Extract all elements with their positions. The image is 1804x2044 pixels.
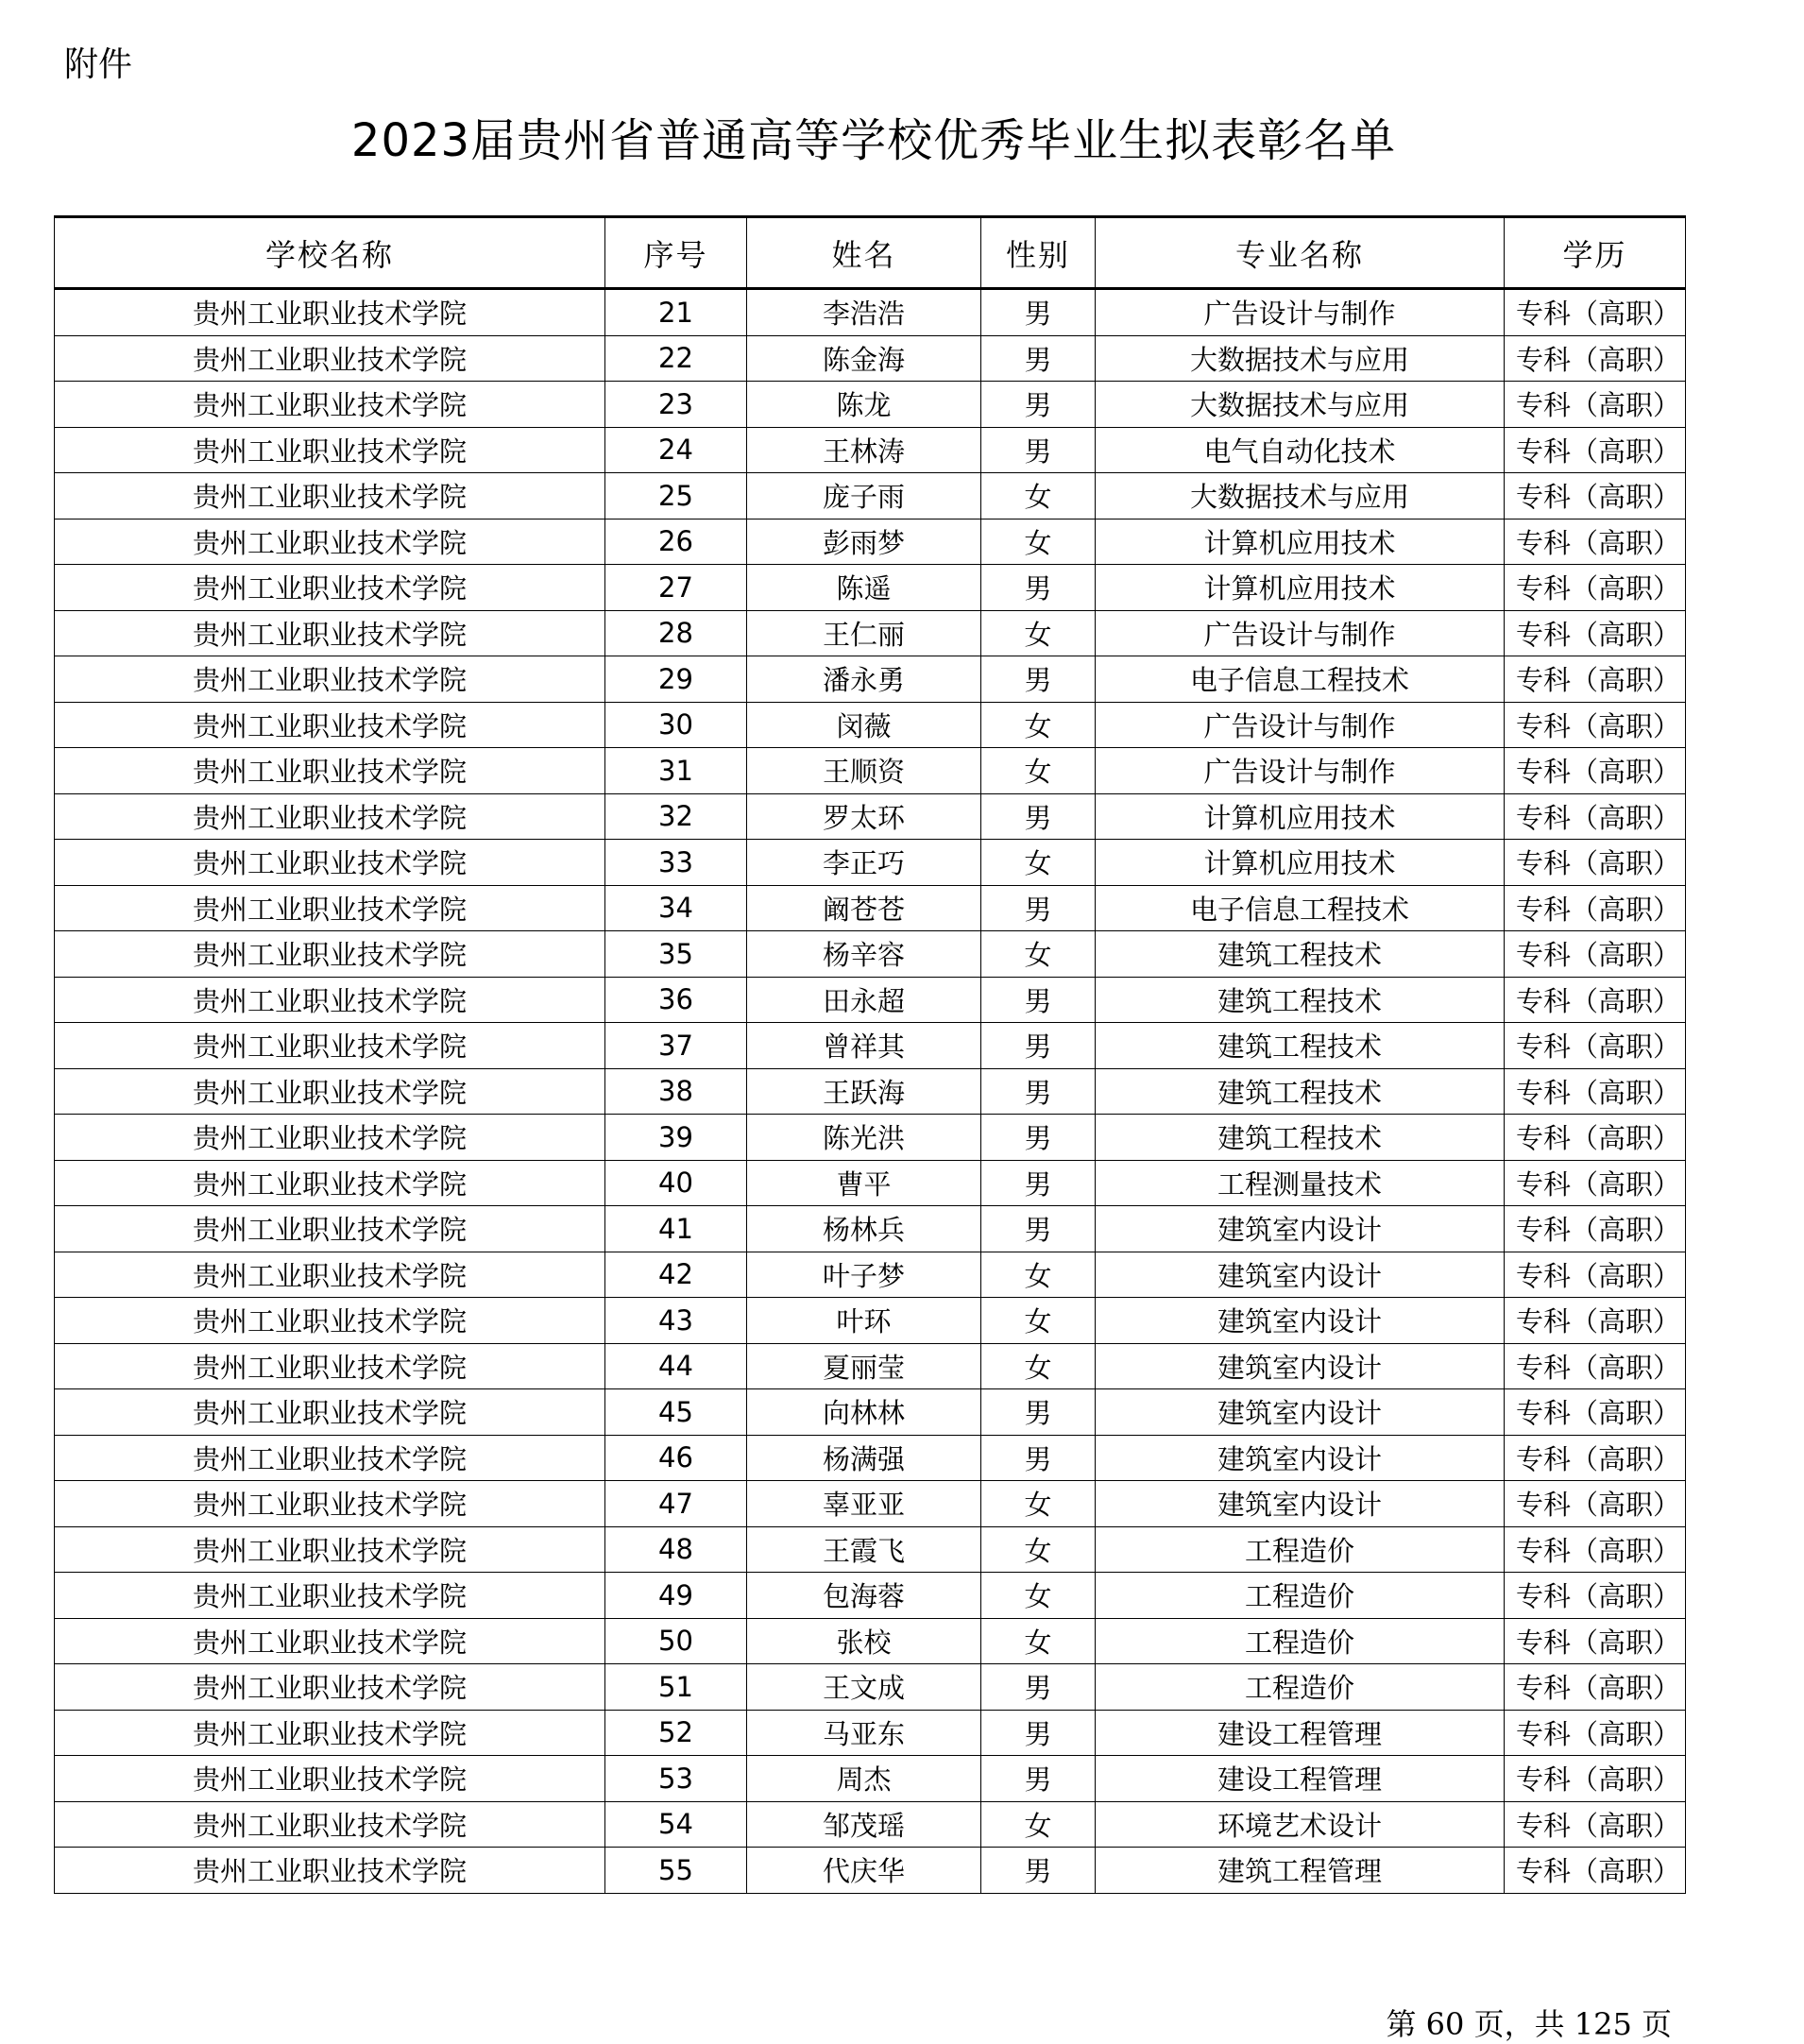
- cell-major: 广告设计与制作: [1096, 610, 1505, 656]
- cell-education-level: 专科（高职）: [1505, 1526, 1686, 1573]
- cell-school-name: 贵州工业职业技术学院: [55, 1435, 605, 1481]
- cell-serial-number: 30: [605, 702, 747, 748]
- cell-school-name: 贵州工业职业技术学院: [55, 793, 605, 840]
- cell-student-name: 王文成: [747, 1664, 981, 1711]
- cell-student-name: 张校: [747, 1618, 981, 1664]
- table-row: [55, 335, 1686, 382]
- cell-gender: 男: [981, 1115, 1096, 1161]
- cell-school-name: 贵州工业职业技术学院: [55, 1115, 605, 1161]
- table-row: [55, 793, 1686, 840]
- cell-gender: 女: [981, 1252, 1096, 1298]
- column-header-school-name: 学校名称: [55, 217, 605, 289]
- cell-school-name: 贵州工业职业技术学院: [55, 1664, 605, 1711]
- cell-major: 电子信息工程技术: [1096, 656, 1505, 703]
- cell-major: 建筑工程技术: [1096, 931, 1505, 978]
- cell-serial-number: 31: [605, 748, 747, 794]
- cell-serial-number: 36: [605, 977, 747, 1023]
- cell-student-name: 周杰: [747, 1756, 981, 1802]
- table-row: [55, 1023, 1686, 1069]
- cell-education-level: 专科（高职）: [1505, 656, 1686, 703]
- table-row: [55, 610, 1686, 656]
- cell-gender: 女: [981, 1801, 1096, 1848]
- cell-serial-number: 37: [605, 1023, 747, 1069]
- cell-major: 电气自动化技术: [1096, 427, 1505, 473]
- table-header-row: [55, 217, 1686, 289]
- cell-education-level: 专科（高职）: [1505, 702, 1686, 748]
- cell-school-name: 贵州工业职业技术学院: [55, 382, 605, 428]
- cell-school-name: 贵州工业职业技术学院: [55, 1710, 605, 1756]
- cell-gender: 男: [981, 656, 1096, 703]
- cell-serial-number: 48: [605, 1526, 747, 1573]
- cell-gender: 女: [981, 1618, 1096, 1664]
- cell-school-name: 贵州工业职业技术学院: [55, 977, 605, 1023]
- cell-school-name: 贵州工业职业技术学院: [55, 1526, 605, 1573]
- cell-serial-number: 39: [605, 1115, 747, 1161]
- table-row: [55, 702, 1686, 748]
- cell-major: 计算机应用技术: [1096, 840, 1505, 886]
- table-row: [55, 1526, 1686, 1573]
- table-row: [55, 1664, 1686, 1711]
- cell-student-name: 田永超: [747, 977, 981, 1023]
- table-row: [55, 473, 1686, 520]
- cell-serial-number: 38: [605, 1068, 747, 1115]
- page-number: 第 60 页，共 125 页: [1386, 2006, 1672, 2042]
- cell-gender: 女: [981, 1298, 1096, 1344]
- cell-gender: 女: [981, 702, 1096, 748]
- cell-student-name: 夏丽莹: [747, 1343, 981, 1389]
- table-row: [55, 1343, 1686, 1389]
- page-title: 2023届贵州省普通高等学校优秀毕业生拟表彰名单: [350, 114, 1397, 167]
- cell-serial-number: 47: [605, 1481, 747, 1527]
- column-header-gender: 性别: [981, 217, 1096, 289]
- cell-student-name: 王林涛: [747, 427, 981, 473]
- table-row: [55, 1710, 1686, 1756]
- cell-gender: 男: [981, 1206, 1096, 1252]
- cell-major: 建筑室内设计: [1096, 1298, 1505, 1344]
- table-row: [55, 1618, 1686, 1664]
- cell-serial-number: 25: [605, 473, 747, 520]
- column-header-student-name: 姓名: [747, 217, 981, 289]
- cell-major: 工程测量技术: [1096, 1160, 1505, 1206]
- cell-education-level: 专科（高职）: [1505, 1206, 1686, 1252]
- cell-gender: 男: [981, 1710, 1096, 1756]
- cell-major: 建筑室内设计: [1096, 1252, 1505, 1298]
- cell-education-level: 专科（高职）: [1505, 473, 1686, 520]
- cell-serial-number: 29: [605, 656, 747, 703]
- cell-student-name: 潘永勇: [747, 656, 981, 703]
- cell-student-name: 杨满强: [747, 1435, 981, 1481]
- table-row: [55, 931, 1686, 978]
- cell-serial-number: 35: [605, 931, 747, 978]
- cell-education-level: 专科（高职）: [1505, 840, 1686, 886]
- cell-education-level: 专科（高职）: [1505, 427, 1686, 473]
- table-row: [55, 1481, 1686, 1527]
- cell-education-level: 专科（高职）: [1505, 1068, 1686, 1115]
- cell-serial-number: 51: [605, 1664, 747, 1711]
- cell-serial-number: 23: [605, 382, 747, 428]
- cell-student-name: 叶子梦: [747, 1252, 981, 1298]
- cell-student-name: 包海蓉: [747, 1573, 981, 1619]
- table-row: [55, 656, 1686, 703]
- table-row: [55, 1068, 1686, 1115]
- cell-major: 工程造价: [1096, 1573, 1505, 1619]
- table-row: [55, 382, 1686, 428]
- honoree-table: [54, 215, 1686, 1894]
- cell-serial-number: 46: [605, 1435, 747, 1481]
- table-row: [55, 1435, 1686, 1481]
- cell-gender: 男: [981, 1389, 1096, 1436]
- cell-major: 计算机应用技术: [1096, 565, 1505, 611]
- cell-gender: 女: [981, 1481, 1096, 1527]
- cell-education-level: 专科（高职）: [1505, 1710, 1686, 1756]
- cell-school-name: 贵州工业职业技术学院: [55, 1298, 605, 1344]
- cell-gender: 女: [981, 1573, 1096, 1619]
- cell-major: 建设工程管理: [1096, 1710, 1505, 1756]
- cell-education-level: 专科（高职）: [1505, 1298, 1686, 1344]
- cell-student-name: 曾祥其: [747, 1023, 981, 1069]
- table-row: [55, 1389, 1686, 1436]
- cell-serial-number: 45: [605, 1389, 747, 1436]
- cell-gender: 男: [981, 289, 1096, 336]
- cell-student-name: 王顺资: [747, 748, 981, 794]
- cell-gender: 女: [981, 519, 1096, 565]
- cell-gender: 男: [981, 1023, 1096, 1069]
- cell-student-name: 向林林: [747, 1389, 981, 1436]
- cell-student-name: 陈遥: [747, 565, 981, 611]
- cell-student-name: 代庆华: [747, 1848, 981, 1894]
- cell-student-name: 马亚东: [747, 1710, 981, 1756]
- cell-major: 大数据技术与应用: [1096, 382, 1505, 428]
- cell-major: 工程造价: [1096, 1664, 1505, 1711]
- table-row: [55, 748, 1686, 794]
- cell-major: 工程造价: [1096, 1526, 1505, 1573]
- cell-serial-number: 49: [605, 1573, 747, 1619]
- column-header-education-level: 学历: [1505, 217, 1686, 289]
- cell-serial-number: 22: [605, 335, 747, 382]
- cell-student-name: 陈光洪: [747, 1115, 981, 1161]
- table-row: [55, 1573, 1686, 1619]
- cell-school-name: 贵州工业职业技术学院: [55, 1389, 605, 1436]
- cell-education-level: 专科（高职）: [1505, 793, 1686, 840]
- table-row: [55, 289, 1686, 336]
- cell-gender: 男: [981, 565, 1096, 611]
- cell-serial-number: 44: [605, 1343, 747, 1389]
- cell-education-level: 专科（高职）: [1505, 977, 1686, 1023]
- cell-education-level: 专科（高职）: [1505, 1573, 1686, 1619]
- cell-school-name: 贵州工业职业技术学院: [55, 1801, 605, 1848]
- table-row: [55, 1160, 1686, 1206]
- cell-school-name: 贵州工业职业技术学院: [55, 702, 605, 748]
- cell-school-name: 贵州工业职业技术学院: [55, 1756, 605, 1802]
- cell-serial-number: 28: [605, 610, 747, 656]
- cell-serial-number: 34: [605, 885, 747, 931]
- table-row: [55, 1298, 1686, 1344]
- column-header-serial-number: 序号: [605, 217, 747, 289]
- cell-gender: 男: [981, 335, 1096, 382]
- table-row: [55, 1848, 1686, 1894]
- cell-serial-number: 50: [605, 1618, 747, 1664]
- cell-serial-number: 27: [605, 565, 747, 611]
- cell-student-name: 辜亚亚: [747, 1481, 981, 1527]
- cell-gender: 男: [981, 977, 1096, 1023]
- cell-student-name: 王仁丽: [747, 610, 981, 656]
- cell-education-level: 专科（高职）: [1505, 1252, 1686, 1298]
- cell-school-name: 贵州工业职业技术学院: [55, 1481, 605, 1527]
- cell-school-name: 贵州工业职业技术学院: [55, 748, 605, 794]
- cell-major: 广告设计与制作: [1096, 702, 1505, 748]
- cell-education-level: 专科（高职）: [1505, 1160, 1686, 1206]
- cell-serial-number: 33: [605, 840, 747, 886]
- cell-school-name: 贵州工业职业技术学院: [55, 1160, 605, 1206]
- cell-gender: 男: [981, 885, 1096, 931]
- attachment-label: 附件: [64, 45, 133, 84]
- cell-gender: 女: [981, 931, 1096, 978]
- cell-major: 工程造价: [1096, 1618, 1505, 1664]
- cell-serial-number: 32: [605, 793, 747, 840]
- cell-serial-number: 55: [605, 1848, 747, 1894]
- cell-major: 建筑工程技术: [1096, 977, 1505, 1023]
- cell-school-name: 贵州工业职业技术学院: [55, 519, 605, 565]
- cell-school-name: 贵州工业职业技术学院: [55, 885, 605, 931]
- cell-school-name: 贵州工业职业技术学院: [55, 1206, 605, 1252]
- cell-major: 建筑室内设计: [1096, 1206, 1505, 1252]
- cell-education-level: 专科（高职）: [1505, 1618, 1686, 1664]
- cell-student-name: 邹茂瑶: [747, 1801, 981, 1848]
- cell-education-level: 专科（高职）: [1505, 289, 1686, 336]
- cell-education-level: 专科（高职）: [1505, 748, 1686, 794]
- cell-serial-number: 42: [605, 1252, 747, 1298]
- table-row: [55, 977, 1686, 1023]
- cell-school-name: 贵州工业职业技术学院: [55, 289, 605, 336]
- cell-major: 广告设计与制作: [1096, 748, 1505, 794]
- cell-gender: 男: [981, 1160, 1096, 1206]
- cell-education-level: 专科（高职）: [1505, 1115, 1686, 1161]
- cell-student-name: 阚苍苍: [747, 885, 981, 931]
- cell-serial-number: 21: [605, 289, 747, 336]
- cell-serial-number: 52: [605, 1710, 747, 1756]
- cell-major: 建设工程管理: [1096, 1756, 1505, 1802]
- cell-gender: 男: [981, 793, 1096, 840]
- table-row: [55, 1801, 1686, 1848]
- cell-major: 电子信息工程技术: [1096, 885, 1505, 931]
- cell-gender: 女: [981, 473, 1096, 520]
- cell-education-level: 专科（高职）: [1505, 565, 1686, 611]
- cell-education-level: 专科（高职）: [1505, 1343, 1686, 1389]
- cell-gender: 男: [981, 1068, 1096, 1115]
- table-row: [55, 565, 1686, 611]
- cell-school-name: 贵州工业职业技术学院: [55, 656, 605, 703]
- cell-major: 建筑工程管理: [1096, 1848, 1505, 1894]
- cell-education-level: 专科（高职）: [1505, 1664, 1686, 1711]
- cell-serial-number: 26: [605, 519, 747, 565]
- cell-student-name: 李正巧: [747, 840, 981, 886]
- table-row: [55, 519, 1686, 565]
- cell-serial-number: 43: [605, 1298, 747, 1344]
- cell-student-name: 曹平: [747, 1160, 981, 1206]
- table-row: [55, 1756, 1686, 1802]
- cell-education-level: 专科（高职）: [1505, 1435, 1686, 1481]
- cell-student-name: 陈金海: [747, 335, 981, 382]
- cell-education-level: 专科（高职）: [1505, 1481, 1686, 1527]
- cell-education-level: 专科（高职）: [1505, 519, 1686, 565]
- cell-education-level: 专科（高职）: [1505, 931, 1686, 978]
- cell-major: 建筑室内设计: [1096, 1389, 1505, 1436]
- cell-student-name: 彭雨梦: [747, 519, 981, 565]
- cell-school-name: 贵州工业职业技术学院: [55, 427, 605, 473]
- cell-education-level: 专科（高职）: [1505, 1023, 1686, 1069]
- cell-major: 计算机应用技术: [1096, 519, 1505, 565]
- cell-school-name: 贵州工业职业技术学院: [55, 1343, 605, 1389]
- cell-student-name: 杨林兵: [747, 1206, 981, 1252]
- cell-serial-number: 53: [605, 1756, 747, 1802]
- cell-gender: 女: [981, 840, 1096, 886]
- cell-school-name: 贵州工业职业技术学院: [55, 1618, 605, 1664]
- cell-education-level: 专科（高职）: [1505, 610, 1686, 656]
- cell-education-level: 专科（高职）: [1505, 1848, 1686, 1894]
- cell-student-name: 罗太环: [747, 793, 981, 840]
- cell-gender: 男: [981, 382, 1096, 428]
- cell-major: 建筑工程技术: [1096, 1068, 1505, 1115]
- cell-school-name: 贵州工业职业技术学院: [55, 1573, 605, 1619]
- cell-serial-number: 41: [605, 1206, 747, 1252]
- cell-major: 广告设计与制作: [1096, 289, 1505, 336]
- cell-gender: 男: [981, 1664, 1096, 1711]
- cell-school-name: 贵州工业职业技术学院: [55, 1023, 605, 1069]
- column-header-major: 专业名称: [1096, 217, 1505, 289]
- cell-major: 建筑工程技术: [1096, 1115, 1505, 1161]
- cell-major: 大数据技术与应用: [1096, 335, 1505, 382]
- cell-gender: 男: [981, 1435, 1096, 1481]
- cell-serial-number: 24: [605, 427, 747, 473]
- cell-school-name: 贵州工业职业技术学院: [55, 1252, 605, 1298]
- cell-education-level: 专科（高职）: [1505, 1756, 1686, 1802]
- cell-school-name: 贵州工业职业技术学院: [55, 1068, 605, 1115]
- cell-education-level: 专科（高职）: [1505, 885, 1686, 931]
- table-row: [55, 840, 1686, 886]
- cell-gender: 男: [981, 1848, 1096, 1894]
- cell-education-level: 专科（高职）: [1505, 382, 1686, 428]
- table-row: [55, 1252, 1686, 1298]
- cell-student-name: 陈龙: [747, 382, 981, 428]
- cell-student-name: 王霞飞: [747, 1526, 981, 1573]
- cell-student-name: 王跃海: [747, 1068, 981, 1115]
- cell-major: 建筑室内设计: [1096, 1435, 1505, 1481]
- table-body: [55, 289, 1686, 1894]
- cell-school-name: 贵州工业职业技术学院: [55, 565, 605, 611]
- cell-student-name: 闵薇: [747, 702, 981, 748]
- cell-major: 建筑室内设计: [1096, 1343, 1505, 1389]
- cell-student-name: 叶环: [747, 1298, 981, 1344]
- cell-school-name: 贵州工业职业技术学院: [55, 473, 605, 520]
- cell-major: 大数据技术与应用: [1096, 473, 1505, 520]
- cell-student-name: 庞子雨: [747, 473, 981, 520]
- cell-student-name: 李浩浩: [747, 289, 981, 336]
- cell-gender: 女: [981, 1343, 1096, 1389]
- cell-serial-number: 40: [605, 1160, 747, 1206]
- cell-school-name: 贵州工业职业技术学院: [55, 931, 605, 978]
- cell-education-level: 专科（高职）: [1505, 335, 1686, 382]
- cell-major: 环境艺术设计: [1096, 1801, 1505, 1848]
- table-row: [55, 1206, 1686, 1252]
- cell-major: 建筑工程技术: [1096, 1023, 1505, 1069]
- cell-major: 建筑室内设计: [1096, 1481, 1505, 1527]
- cell-gender: 男: [981, 1756, 1096, 1802]
- table-row: [55, 427, 1686, 473]
- cell-school-name: 贵州工业职业技术学院: [55, 610, 605, 656]
- cell-school-name: 贵州工业职业技术学院: [55, 840, 605, 886]
- cell-serial-number: 54: [605, 1801, 747, 1848]
- cell-school-name: 贵州工业职业技术学院: [55, 335, 605, 382]
- cell-student-name: 杨辛容: [747, 931, 981, 978]
- table-row: [55, 885, 1686, 931]
- cell-gender: 女: [981, 610, 1096, 656]
- cell-gender: 男: [981, 427, 1096, 473]
- cell-education-level: 专科（高职）: [1505, 1801, 1686, 1848]
- cell-gender: 女: [981, 1526, 1096, 1573]
- cell-school-name: 贵州工业职业技术学院: [55, 1848, 605, 1894]
- cell-major: 计算机应用技术: [1096, 793, 1505, 840]
- cell-gender: 女: [981, 748, 1096, 794]
- table-row: [55, 1115, 1686, 1161]
- cell-education-level: 专科（高职）: [1505, 1389, 1686, 1436]
